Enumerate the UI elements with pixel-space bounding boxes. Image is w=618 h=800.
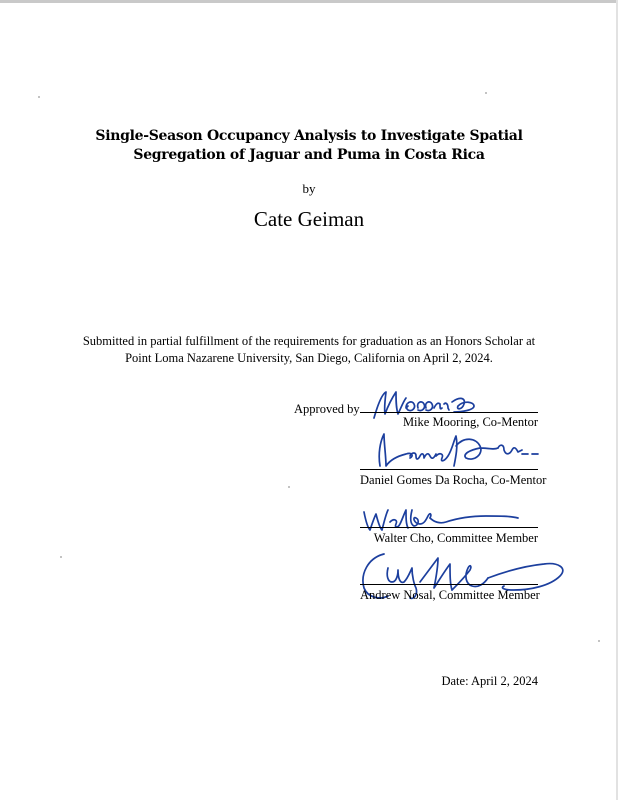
scan-speck (598, 640, 600, 642)
signature-line (360, 584, 538, 585)
signature-rocha (370, 426, 570, 472)
signature-block-3 (360, 498, 538, 548)
signature-line (360, 412, 538, 413)
scan-speck (38, 96, 40, 98)
signature-block-4 (360, 556, 538, 608)
scan-speck (485, 92, 487, 94)
signature-block-2 (360, 440, 547, 490)
signatory-name-4: Andrew Nosal, Committee Member (360, 588, 540, 602)
submission-statement (50, 333, 568, 367)
signatory-name-3: Walter Cho, Committee Member (373, 531, 538, 545)
author-name: Cate Geiman (253, 207, 365, 231)
signature-line (360, 527, 538, 528)
scan-speck (288, 486, 290, 488)
document-date: Date: April 2, 2024 (441, 674, 538, 688)
signature-line (360, 469, 538, 470)
submission-line-2: Point Loma Nazarene University, San Diego, California on April 2, 2024. (125, 351, 493, 365)
scan-edge-top (0, 0, 618, 3)
signatory-name-2: Daniel Gomes Da Rocha, Co-Mentor (360, 473, 547, 487)
submission-line-1: Submitted in partial fulfillment of the requirements for graduation as an Honors Scholar at (82, 334, 536, 348)
document-title: Single-Season Occupancy Analysis to Investigate Spatial Segregation of Jaguar and Puma in Costa Rica (95, 128, 523, 163)
signatory-name-1: Mike Mooring, Co-Mentor (402, 415, 538, 429)
approved-by-label: Approved by (294, 402, 360, 416)
by-label: by (302, 181, 316, 196)
scan-speck (60, 556, 62, 558)
